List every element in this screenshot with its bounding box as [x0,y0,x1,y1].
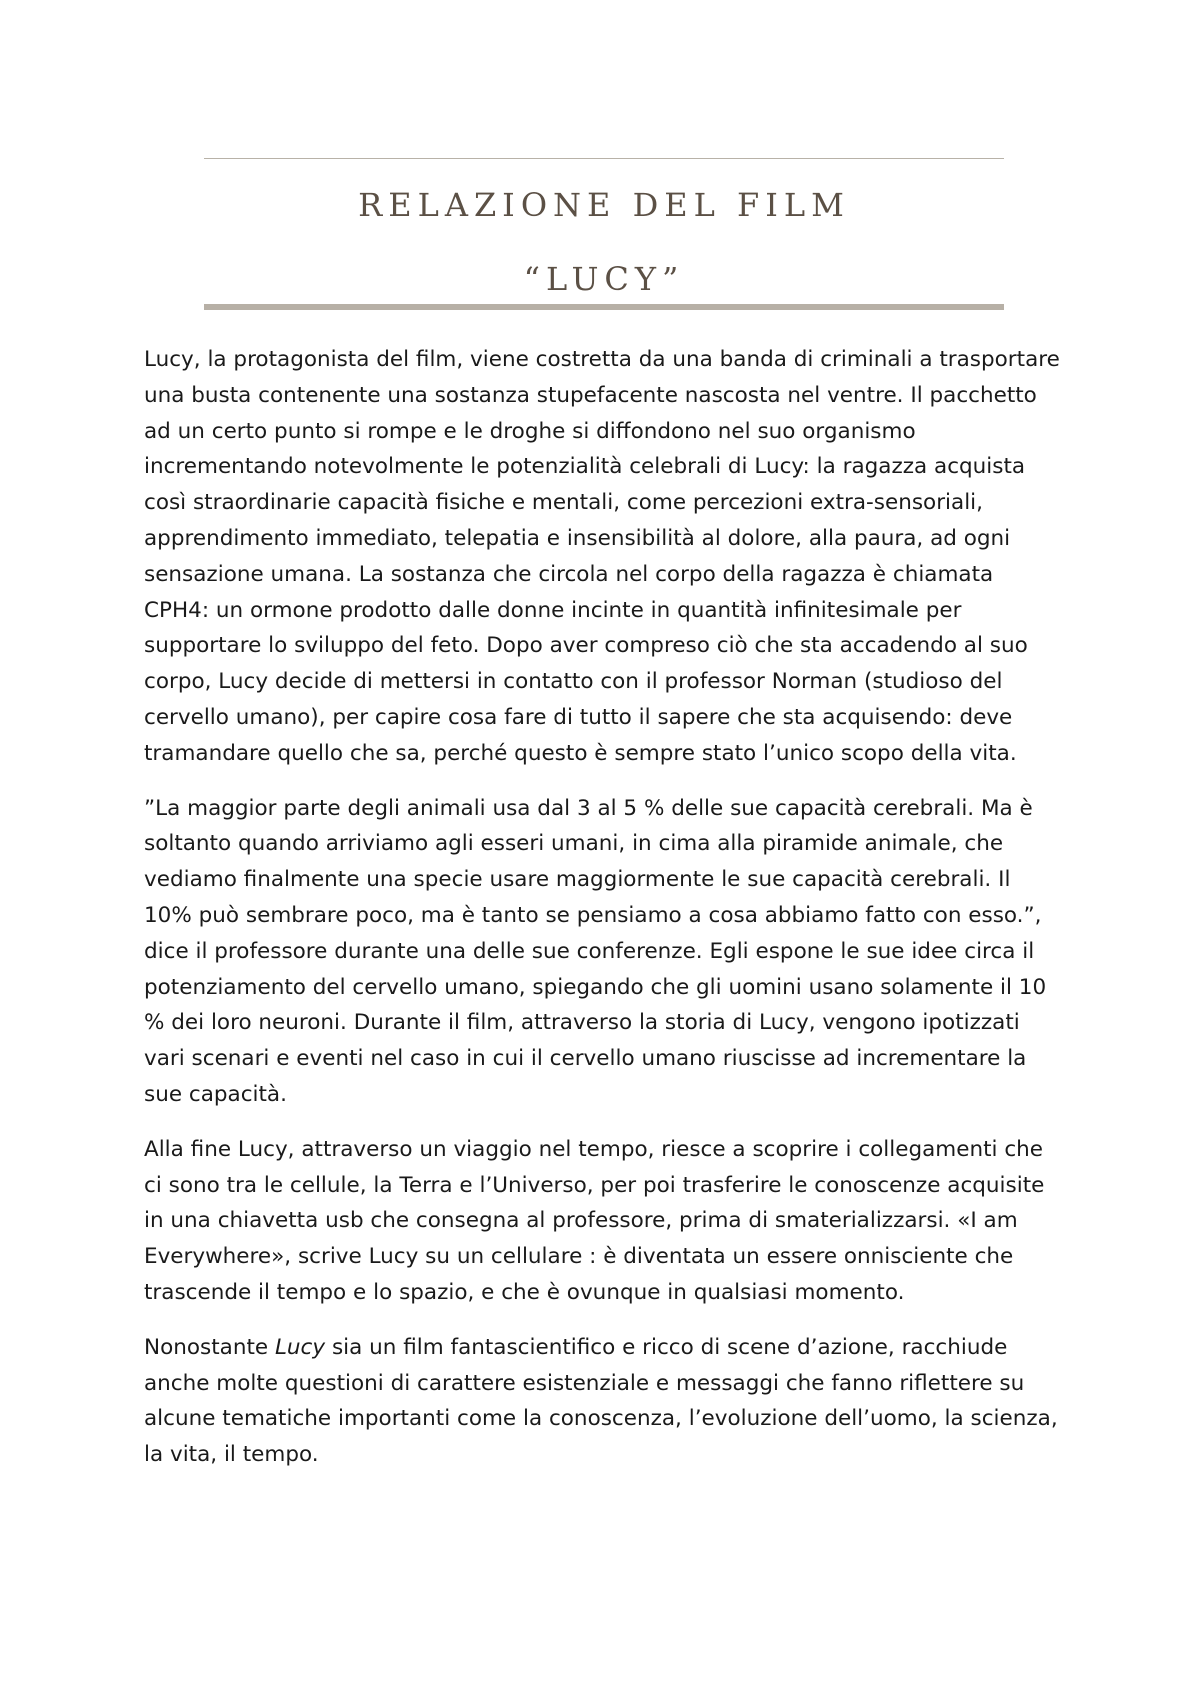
header-top-rule [204,158,1004,159]
conclusion-rest: sia un film fantascientifico e ricco di scene d’azione, racchiude anche molte questioni di carattere esistenziale e messaggi che fanno riflettere su alcune tematiche importanti come la conoscenza, l’evoluzione dell’uomo, la scienza, la vita, il tempo. [144,1334,1058,1468]
conclusion-prefix: Nonostante [144,1334,275,1360]
paragraph-conclusion [144,1330,1064,1473]
paragraph-plot: Lucy, la protagonista del film, viene costretta da una banda di criminali a trasportare una busta contenente una sostanza stupefacente nascosta nel ventre. Il pacchetto ad un certo punto si rompe e le droghe si diffondono nel suo organismo incrementando notevolmente le potenzialità celebrali di Lucy: la ragazza acquista così straordinarie capacità fisiche e mentali, come percezioni extra-sensoriali, apprendimento immediato, telepatia e insensibilità al dolore, alla paura, ad ogni sensazione umana. La sostanza che circola nel corpo della ragazza è chiamata CPH4: un ormone prodotto dalle donne incinte in quantità infinitesimale per supportare lo sviluppo del feto. Dopo aver compreso ciò che sta accadendo al suo corpo, Lucy decide di mettersi in contatto con il professor Norman (studioso del cervello umano), per capire cosa fare di tutto il sapere che sta acquisendo: deve tramandare quello che sa, perché questo è sempre stato l’unico scopo della vita. [144,347,1060,766]
document-subtitle: “LUCY” [523,260,685,298]
header-bottom-rule [204,304,1004,310]
paragraph-ending: Alla fine Lucy, attraverso un viaggio nel tempo, riesce a scoprire i collegamenti che ci sono tra le cellule, la Terra e l’Universo, per poi trasferire le conoscenze acquisite in una chiavetta usb che consegna al professore, prima di smaterializzarsi. «I am Everywhere», scrive Lucy su un cellulare : è diventata un essere onnisciente che trascende il tempo e lo spazio, e che è ovunque in qualsiasi momento. [144,1136,1045,1305]
document-title: RELAZIONE DEL FILM [358,186,850,224]
film-title-italic: Lucy [274,1334,326,1360]
document-body [144,342,1064,1492]
paragraph-quote: ”La maggior parte degli animali usa dal 3 al 5 % delle sue capacità cerebrali. Ma è soltanto quando arriviamo agli esseri umani, in cima alla piramide animale, che vediamo finalmente una specie usare maggiormente le sue capacità cerebrali. Il 10% può sembrare poco, ma è tanto se pensiamo a cosa abbiamo fatto con esso.”, dice il professore durante una delle sue conferenze. Egli espone le sue idee circa il potenziamento del cervello umano, spiegando che gli uomini usano solamente il 10 % dei loro neuroni. Durante il film, attraverso la storia di Lucy, vengono ipotizzati vari scenari e eventi nel caso in cui il cervello umano riuscisse ad incrementare la sue capacità. [144,795,1047,1107]
